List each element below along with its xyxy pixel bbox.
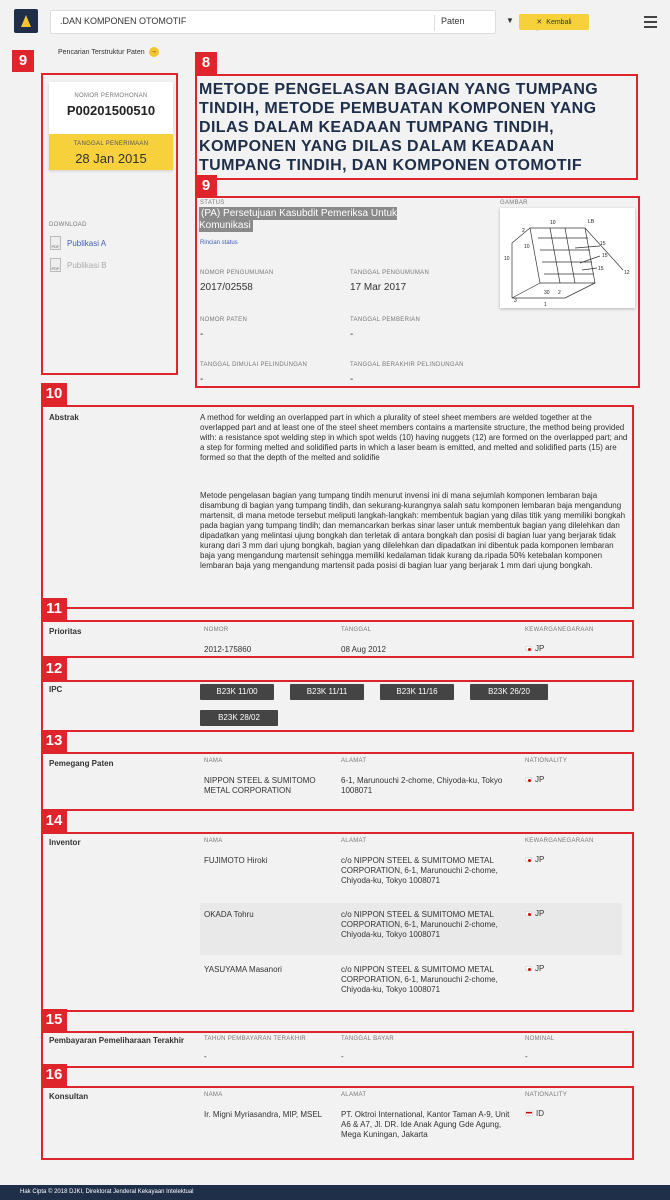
nomor-paten: -	[200, 329, 204, 340]
back-button-label: Kembali	[546, 18, 572, 26]
tanggal-mulai: -	[200, 374, 204, 385]
pemeliharaan-tanggal: -	[341, 1052, 344, 1061]
konsultan-title: Konsultan	[49, 1092, 89, 1101]
konsultan-negara: ID	[525, 1109, 544, 1119]
inventor-nama: YASUYAMA Masanori	[204, 965, 282, 974]
svg-text:LB: LB	[588, 219, 595, 225]
inventor-negara: JP	[525, 964, 544, 974]
annotation-badge: 8	[195, 52, 217, 74]
col-alamat: ALAMAT	[341, 758, 367, 764]
indonesia-flag-icon	[525, 1111, 533, 1116]
inventor-nama: FUJIMOTO Hiroki	[204, 856, 268, 865]
structured-search-link[interactable]	[58, 47, 159, 57]
annotation-badge: 10	[41, 383, 67, 405]
svg-text:1: 1	[544, 302, 547, 308]
structured-search-label: Pencarian Terstruktur Paten	[58, 48, 145, 56]
pemegang-nama: NIPPON STEEL & SUMITOMO METAL CORPORATION	[204, 776, 316, 795]
col-tanggal-bayar: TANGGAL BAYAR	[341, 1036, 395, 1042]
tanggal-penerimaan-label: TANGGAL PENERIMAAN	[73, 141, 149, 147]
pemeliharaan-nominal: -	[525, 1052, 528, 1061]
svg-text:2: 2	[558, 290, 561, 296]
svg-text:15: 15	[598, 266, 604, 272]
nomor-permohonan-label: NOMOR PERMOHONAN	[74, 93, 148, 99]
tanggal-pemberian-label: TANGGAL PEMBERIAN	[350, 317, 421, 323]
annotation-badge: 11	[41, 598, 67, 620]
arrow-right-icon: →	[150, 48, 158, 55]
tanggal-pemberian: -	[350, 329, 354, 340]
japan-flag-icon	[525, 966, 532, 971]
col-nama: NAMA	[204, 1092, 223, 1098]
publikasi-b-link[interactable]: Publikasi B	[67, 260, 107, 270]
svg-text:2: 2	[522, 228, 525, 234]
annotation-badge: 15	[41, 1009, 67, 1031]
col-tahun: TAHUN PEMBAYARAN TERAKHIR	[204, 1036, 307, 1042]
download-label: DOWNLOAD	[49, 222, 87, 228]
search-input[interactable]: .DAN KOMPONEN OTOMOTIF	[60, 16, 187, 26]
prioritas-negara: JP	[525, 644, 544, 654]
pemegang-alamat: 6-1, Marunouchi 2-chome, Chiyoda-ku, Tokyo 1008071	[341, 776, 503, 795]
divider	[434, 15, 435, 31]
col-nationality: NATIONALITY	[525, 758, 568, 764]
pdf-icon: PDF	[50, 236, 61, 250]
pdf-icon: PDF	[50, 258, 61, 272]
annotation-badge: 14	[41, 810, 67, 832]
annotation-badge: 13	[41, 730, 67, 752]
konsultan-nama: Ir. Migni Myriasandra, MIP, MSEL	[204, 1110, 323, 1119]
col-kewarganegaraan: KEWARGANEGARAAN	[525, 627, 594, 633]
svg-text:10: 10	[504, 256, 510, 262]
svg-text:3: 3	[514, 298, 517, 304]
annotation-box-11-prioritas	[41, 620, 634, 658]
pemegang-title: Pemegang Paten	[49, 759, 114, 768]
tanggal-pengumuman-label: TANGGAL PENGUMUMAN	[350, 270, 430, 276]
inventor-nama: OKADA Tohru	[204, 910, 254, 919]
patent-drawing-thumbnail[interactable]	[500, 208, 635, 308]
close-icon: ✕	[536, 19, 543, 26]
inventor-negara: JP	[525, 909, 544, 919]
chevron-down-icon[interactable]: ▼	[506, 16, 514, 25]
svg-text:10: 10	[524, 244, 530, 250]
abstrak-indonesian: Metode pengelasan bagian yang tumpang tindih menurut invensi ini di mana sejumlah komponen lembaran baja disambung di bagian yang tumpang tindih, dan sekurang-kurangnya salah satu komponen lembaran baja mengandung martensit, di mana metode tersebut meliputi langkah-langkah: membentuk bagian yang dilas titik yang memiliki bongkah pada bagian yang tumpang tindih; dan memancarkan berkas sinar laser untuk membentuk bagian yang dilelehkan dan dipadatkan yang melintasi ujung bongkah dan terletak di antara bongkah dan posisi di bagian luar yang berjarak tidak kurang dari 3 mm dari ujung bongkah, bagian yang dilelehkan dan dipadatkan ini dibentuk pada komponen lembaran baja yang mengandung martensit sehingga memiliki kedalaman tidak kurang da.ripada 50% ketebalan komponen lembaran baja yang mengandung martensit pada posisi di bagian luar yang berjarak 1 mm dari ujung bongkah.	[200, 491, 626, 570]
search-bar[interactable]	[50, 10, 514, 34]
top-bar	[0, 0, 670, 42]
ipc-tag[interactable]: B23K 26/20	[470, 684, 548, 700]
japan-flag-icon	[525, 911, 532, 916]
prioritas-title: Prioritas	[49, 627, 82, 636]
inventor-alamat: c/o NIPPON STEEL & SUMITOMO METAL CORPORATION, 6-1, Marunouchi 2-chome, Chiyoda-ku, Tokyo 1008071	[341, 910, 498, 939]
nomor-permohonan: P00201500510	[66, 103, 156, 118]
tanggal-penerimaan: 28 Jan 2015	[75, 151, 147, 166]
publikasi-a-link[interactable]: Publikasi A	[67, 238, 107, 248]
footer: Hak Cipta © 2018 DJKI, Direktorat Jenderal Kekayaan Intelektual	[0, 1185, 670, 1200]
svg-text:15: 15	[600, 241, 606, 247]
status-detail-link[interactable]: Rincian status	[200, 240, 238, 246]
prioritas-tanggal: 08 Aug 2012	[341, 645, 386, 654]
status-value: (PA) Persetujuan Kasubdit Pemeriksa Untuk Komunikasi	[199, 208, 398, 231]
tanggal-penerimaan-panel	[49, 134, 173, 170]
col-tanggal: TANGGAL	[341, 627, 372, 633]
nomor-paten-label: NOMOR PATEN	[200, 317, 248, 323]
annotation-badge: 9	[195, 175, 217, 197]
back-button[interactable]	[519, 14, 589, 30]
annotation-badge: 16	[41, 1064, 67, 1086]
abstrak-english: A method for welding an overlapped part in which a plurality of steel sheet members are welded together at the overlapped part and at least one of the steel sheet members contains a martensite structure, the method being provided with: a resistance spot welding step in which spot welds (10) having nuggets (12) are formed on the overlapped part; and a step for forming melted and solidified parts in which a laser beam is emitted, and melted and solidified parts (15) are formed so that the depth of the melted and solidifie	[200, 413, 628, 462]
annotation-badge: 9	[12, 50, 34, 72]
tanggal-berakhir-label: TANGGAL BERAKHIR PELINDUNGAN	[350, 362, 464, 368]
abstrak-title: Abstrak	[49, 413, 79, 422]
pemegang-negara: JP	[525, 775, 544, 785]
inventor-title: Inventor	[49, 838, 81, 847]
ipc-tag[interactable]: B23K 28/02	[200, 710, 278, 726]
patent-title: METODE PENGELASAN BAGIAN YANG TUMPANG TINDIH, METODE PEMBUATAN KOMPONEN YANG DILAS DALAM KEADAAN TUMPANG TINDIH, KOMPONEN YANG DILAS DALAM KEADAAN TUMPANG TINDIH, DAN KOMPONEN OTOMOTIF	[199, 81, 599, 174]
col-nationality: NATIONALITY	[525, 1092, 568, 1098]
svg-text:15: 15	[602, 253, 608, 259]
prioritas-nomor: 2012-175860	[204, 645, 252, 654]
ipc-tag[interactable]: B23K 11/00	[200, 684, 274, 700]
inventor-alamat: c/o NIPPON STEEL & SUMITOMO METAL CORPORATION, 6-1, Marunouchi 2-chome, Chiyoda-ku, Tokyo 1008071	[341, 965, 498, 994]
pemeliharaan-title: Pembayaran Pemeliharaan Terakhir	[49, 1036, 185, 1045]
col-nama: NAMA	[204, 758, 223, 764]
nomor-pengumuman: 2017/02558	[200, 282, 253, 293]
ipc-tag[interactable]: B23K 11/16	[380, 684, 454, 700]
gambar-label: GAMBAR	[500, 200, 528, 206]
col-alamat: ALAMAT	[341, 1092, 367, 1098]
col-kewarganegaraan: KEWARGANEGARAAN	[525, 838, 594, 844]
japan-flag-icon	[525, 777, 532, 782]
inventor-alamat: c/o NIPPON STEEL & SUMITOMO METAL CORPORATION, 6-1, Marunouchi 2-chome, Chiyoda-ku, Tokyo 1008071	[341, 856, 498, 885]
hamburger-menu-icon[interactable]	[644, 16, 657, 27]
svg-text:10: 10	[550, 220, 556, 226]
pemeliharaan-tahun: -	[204, 1052, 207, 1061]
tanggal-pengumuman: 17 Mar 2017	[350, 282, 407, 293]
annotation-badge: 12	[41, 658, 67, 680]
japan-flag-icon	[525, 857, 532, 862]
tanggal-berakhir: -	[350, 374, 354, 385]
application-card	[49, 82, 173, 170]
tanggal-mulai-label: TANGGAL DIMULAI PELINDUNGAN	[200, 362, 308, 368]
ipc-title: IPC	[49, 685, 63, 694]
col-nama: NAMA	[204, 838, 223, 844]
col-alamat: ALAMAT	[341, 838, 367, 844]
djki-logo[interactable]	[14, 9, 38, 33]
konsultan-alamat: PT. Oktroi International, Kantor Taman A-9, Unit A6 & A7, Jl. DR. Ide Anak Agung Gde Agung, Mega Kuningan, Jakarta	[341, 1110, 510, 1139]
japan-flag-icon	[525, 646, 532, 651]
col-nomor: NOMOR	[204, 627, 229, 633]
status-label: STATUS	[200, 200, 225, 206]
inventor-negara: JP	[525, 855, 544, 865]
download-publikasi-b[interactable]	[50, 258, 107, 272]
ipc-tag[interactable]: B23K 11/11	[290, 684, 364, 700]
download-publikasi-a[interactable]	[50, 236, 106, 250]
search-type-select[interactable]: Paten	[441, 16, 465, 26]
col-nominal: NOMINAL	[525, 1036, 555, 1042]
svg-text:30: 30	[544, 290, 550, 296]
svg-text:12: 12	[624, 270, 630, 276]
nomor-pengumuman-label: NOMOR PENGUMUMAN	[200, 270, 274, 276]
